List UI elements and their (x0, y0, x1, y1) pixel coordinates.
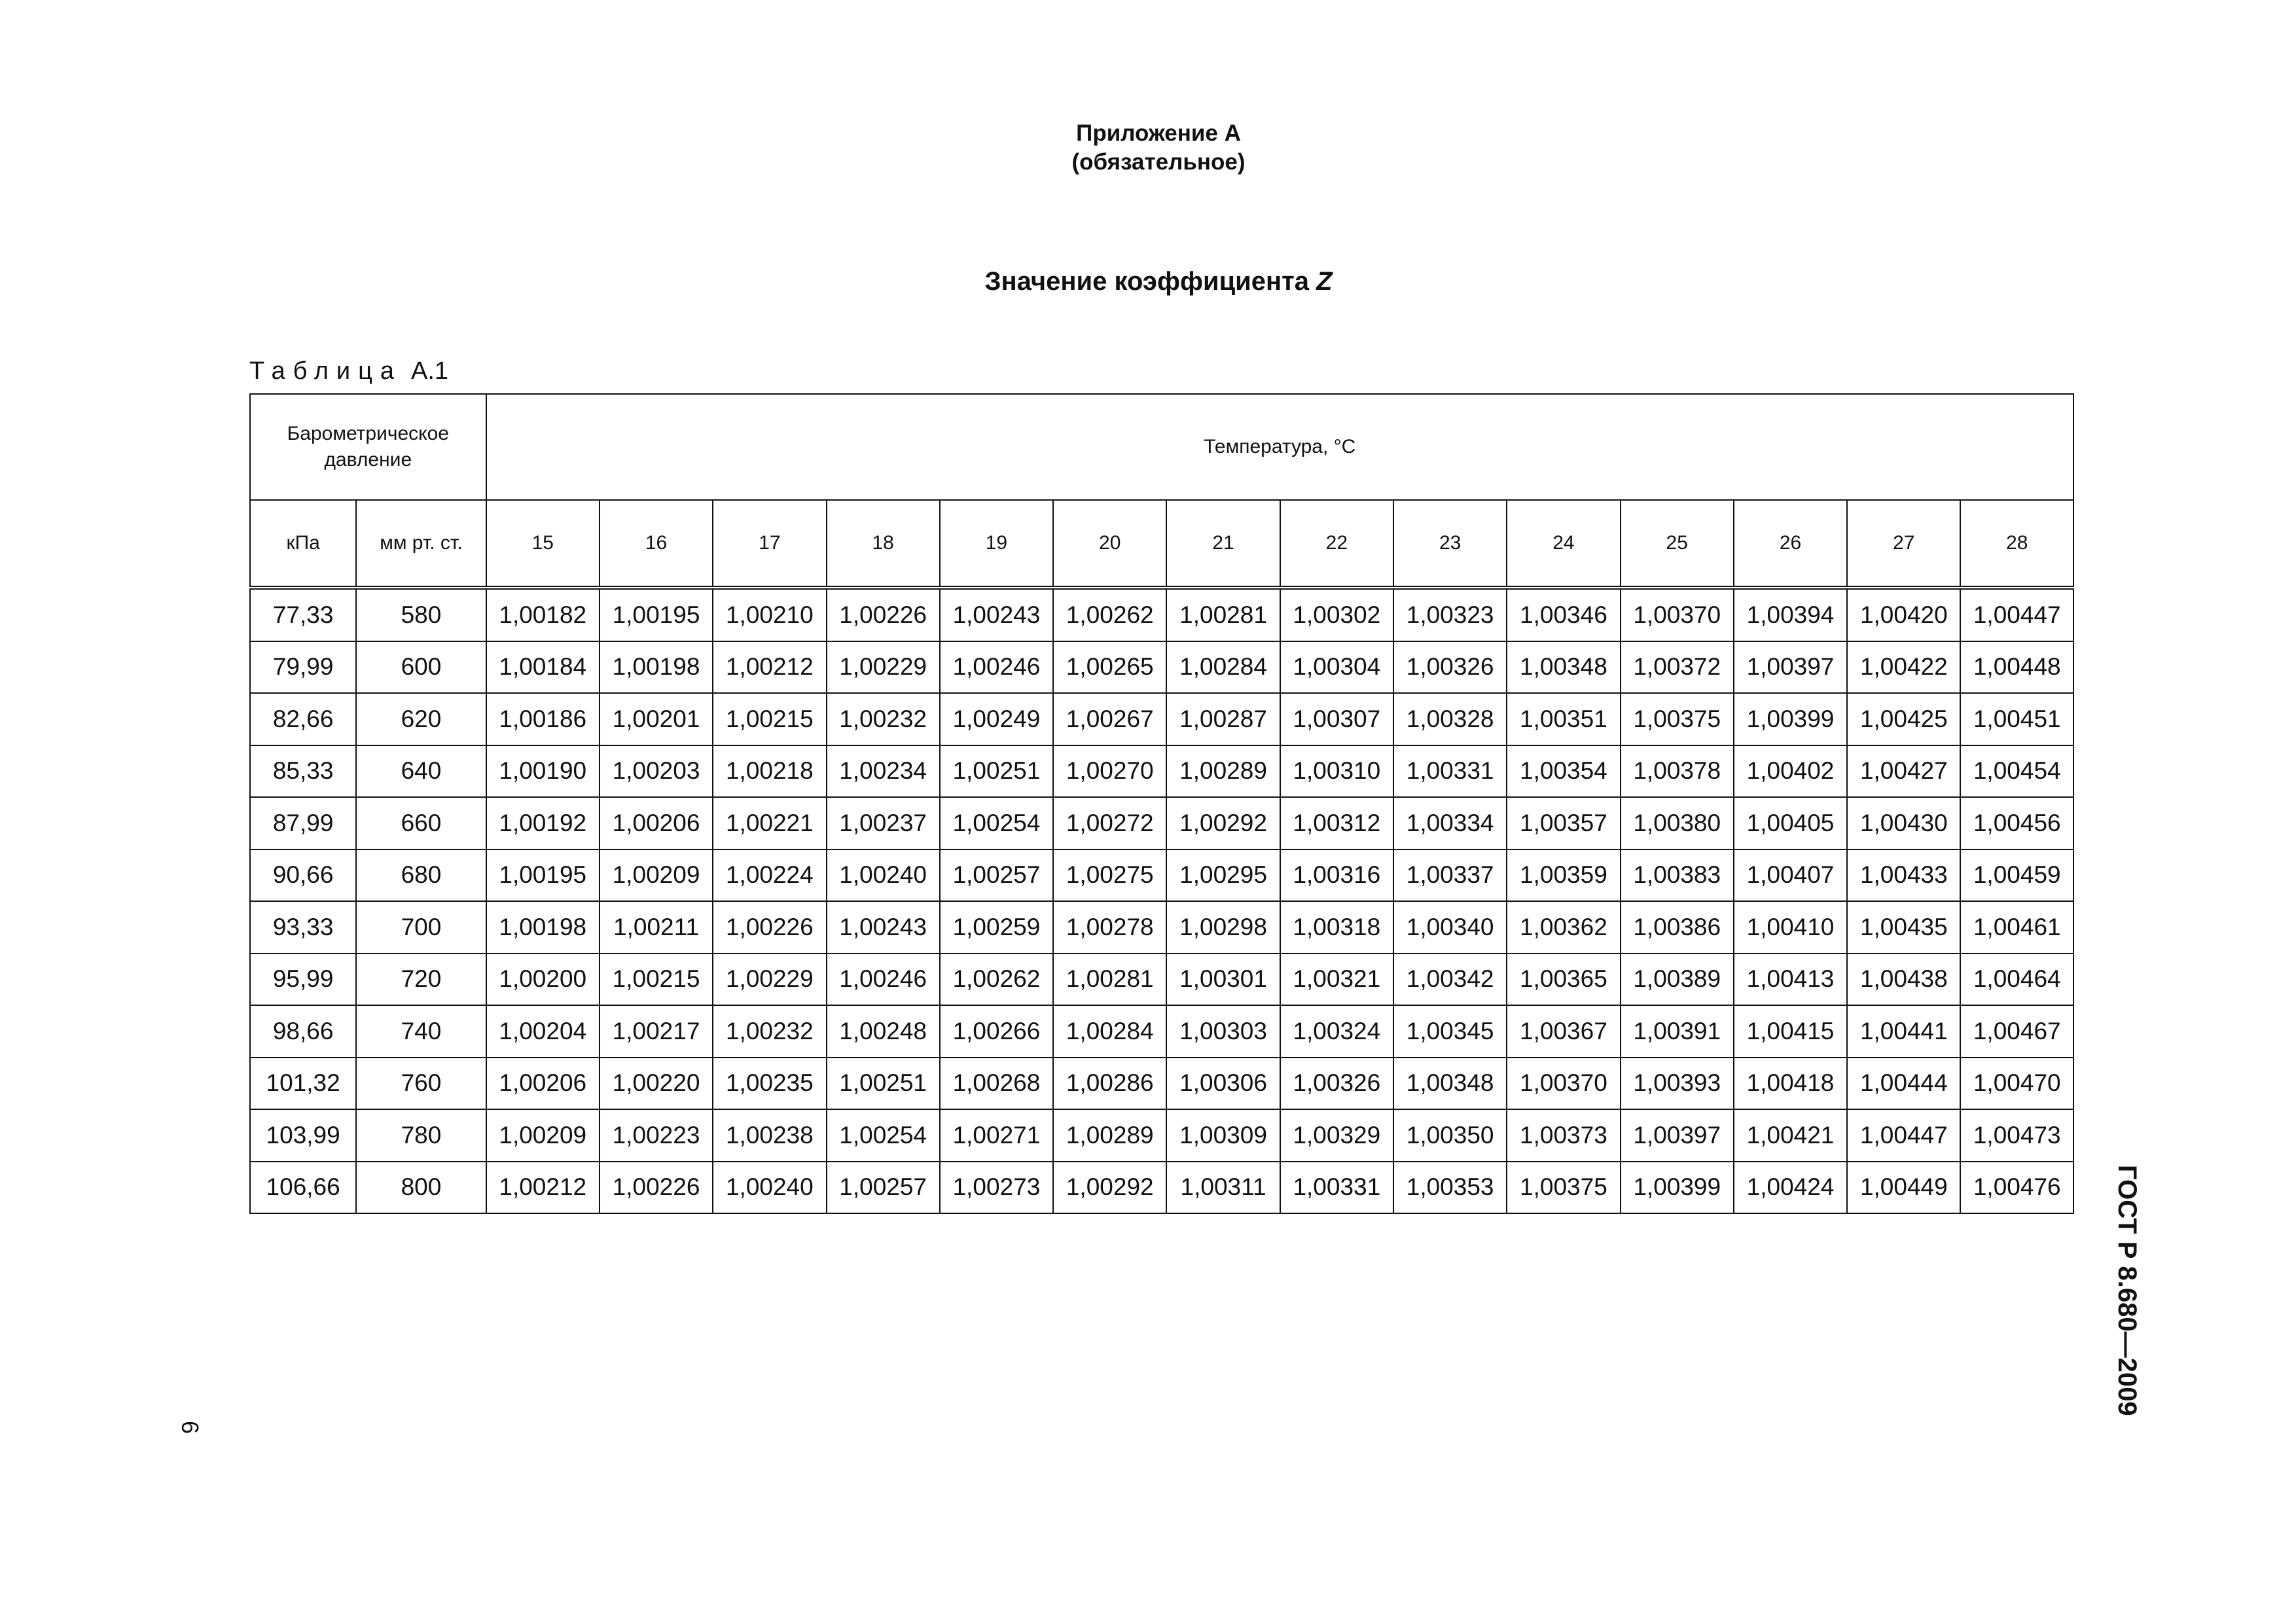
z-value-cell: 1,00248 (827, 1005, 940, 1058)
z-value-cell: 1,00467 (1960, 1005, 2073, 1058)
pressure-kpa-cell: 79,99 (250, 641, 356, 694)
z-value-cell: 1,00329 (1280, 1109, 1393, 1162)
z-value-cell: 1,00240 (713, 1162, 826, 1214)
z-value-cell: 1,00307 (1280, 693, 1393, 745)
z-value-cell: 1,00249 (940, 693, 1053, 745)
z-value-cell: 1,00326 (1393, 641, 1507, 694)
pressure-mmhg-cell: 600 (356, 641, 486, 694)
temperature-col-header: 22 (1280, 500, 1393, 588)
pressure-kpa-cell: 103,99 (250, 1109, 356, 1162)
z-value-cell: 1,00268 (940, 1058, 1053, 1110)
z-value-cell: 1,00328 (1393, 693, 1507, 745)
z-value-cell: 1,00281 (1053, 954, 1166, 1006)
z-value-cell: 1,00454 (1960, 745, 2073, 798)
z-value-cell: 1,00373 (1507, 1109, 1620, 1162)
pressure-mmhg-cell: 660 (356, 797, 486, 849)
pressure-kpa-cell: 85,33 (250, 745, 356, 798)
z-value-cell: 1,00331 (1280, 1162, 1393, 1214)
z-value-cell: 1,00312 (1280, 797, 1393, 849)
z-value-cell: 1,00425 (1847, 693, 1960, 745)
z-value-cell: 1,00438 (1847, 954, 1960, 1006)
table-row (250, 954, 2073, 1006)
pressure-mmhg-cell: 800 (356, 1162, 486, 1214)
z-value-cell: 1,00217 (600, 1005, 713, 1058)
z-value-cell: 1,00421 (1734, 1109, 1847, 1162)
z-value-cell: 1,00348 (1393, 1058, 1507, 1110)
z-value-cell: 1,00254 (827, 1109, 940, 1162)
z-value-cell: 1,00215 (713, 693, 826, 745)
z-value-cell: 1,00311 (1166, 1162, 1280, 1214)
table-row (250, 745, 2073, 798)
pressure-kpa-cell: 98,66 (250, 1005, 356, 1058)
temperature-col-header: 15 (486, 500, 600, 588)
z-value-cell: 1,00284 (1053, 1005, 1166, 1058)
z-value-cell: 1,00275 (1053, 849, 1166, 902)
z-value-cell: 1,00292 (1053, 1162, 1166, 1214)
z-value-cell: 1,00342 (1393, 954, 1507, 1006)
pressure-kpa-cell: 106,66 (250, 1162, 356, 1214)
z-value-cell: 1,00186 (486, 693, 600, 745)
table-row (250, 849, 2073, 902)
z-value-cell: 1,00206 (600, 797, 713, 849)
z-value-cell: 1,00235 (713, 1058, 826, 1110)
z-value-cell: 1,00399 (1734, 693, 1847, 745)
z-value-cell: 1,00229 (713, 954, 826, 1006)
pressure-kpa-cell: 82,66 (250, 693, 356, 745)
z-value-cell: 1,00200 (486, 954, 600, 1006)
pressure-mmhg-cell: 760 (356, 1058, 486, 1110)
z-value-cell: 1,00359 (1507, 849, 1620, 902)
z-value-cell: 1,00257 (940, 849, 1053, 902)
z-value-cell: 1,00304 (1280, 641, 1393, 694)
z-value-cell: 1,00234 (827, 745, 940, 798)
temperature-col-header: 28 (1960, 500, 2073, 588)
z-value-cell: 1,00391 (1621, 1005, 1734, 1058)
z-value-cell: 1,00334 (1393, 797, 1507, 849)
z-value-cell: 1,00410 (1734, 901, 1847, 954)
z-value-cell: 1,00254 (940, 797, 1053, 849)
z-value-cell: 1,00451 (1960, 693, 2073, 745)
z-value-cell: 1,00430 (1847, 797, 1960, 849)
z-value-cell: 1,00240 (827, 849, 940, 902)
z-value-cell: 1,00476 (1960, 1162, 2073, 1214)
z-value-cell: 1,00221 (713, 797, 826, 849)
temperature-col-header: 25 (1621, 500, 1734, 588)
z-value-cell: 1,00461 (1960, 901, 2073, 954)
z-value-cell: 1,00464 (1960, 954, 2073, 1006)
z-value-cell: 1,00270 (1053, 745, 1166, 798)
z-value-cell: 1,00262 (1053, 588, 1166, 641)
z-value-cell: 1,00226 (600, 1162, 713, 1214)
page-number: 6 (177, 1420, 204, 1435)
z-value-cell: 1,00301 (1166, 954, 1280, 1006)
z-value-cell: 1,00316 (1280, 849, 1393, 902)
z-value-cell: 1,00365 (1507, 954, 1620, 1006)
z-value-cell: 1,00298 (1166, 901, 1280, 954)
pressure-mmhg-cell: 580 (356, 588, 486, 641)
z-value-cell: 1,00218 (713, 745, 826, 798)
z-value-cell: 1,00246 (940, 641, 1053, 694)
temperature-col-header: 26 (1734, 500, 1847, 588)
page-title-symbol: Z (1316, 267, 1333, 296)
pressure-kpa-cell: 101,32 (250, 1058, 356, 1110)
temperature-col-header: 16 (600, 500, 713, 588)
z-value-cell: 1,00456 (1960, 797, 2073, 849)
pressure-kpa-cell: 95,99 (250, 954, 356, 1006)
z-value-cell: 1,00246 (827, 954, 940, 1006)
z-value-cell: 1,00413 (1734, 954, 1847, 1006)
z-value-cell: 1,00378 (1621, 745, 1734, 798)
z-value-cell: 1,00399 (1621, 1162, 1734, 1214)
temperature-col-header: 27 (1847, 500, 1960, 588)
z-value-cell: 1,00182 (486, 588, 600, 641)
temperature-col-header: 19 (940, 500, 1053, 588)
pressure-kpa-cell: 87,99 (250, 797, 356, 849)
appendix-status: (обязательное) (1071, 149, 1246, 175)
z-value-cell: 1,00473 (1960, 1109, 2073, 1162)
table-row (250, 797, 2073, 849)
z-value-cell: 1,00420 (1847, 588, 1960, 641)
z-value-cell: 1,00271 (940, 1109, 1053, 1162)
z-value-cell: 1,00209 (600, 849, 713, 902)
z-value-cell: 1,00237 (827, 797, 940, 849)
table-row (250, 901, 2073, 954)
z-value-cell: 1,00393 (1621, 1058, 1734, 1110)
z-value-cell: 1,00272 (1053, 797, 1166, 849)
z-value-cell: 1,00303 (1166, 1005, 1280, 1058)
pressure-mmhg-cell: 780 (356, 1109, 486, 1162)
z-value-cell: 1,00195 (486, 849, 600, 902)
z-coefficient-table (249, 393, 2074, 1214)
temperature-col-header: 18 (827, 500, 940, 588)
z-value-cell: 1,00184 (486, 641, 600, 694)
z-value-cell: 1,00209 (486, 1109, 600, 1162)
pressure-kpa-cell: 77,33 (250, 588, 356, 641)
z-value-cell: 1,00375 (1507, 1162, 1620, 1214)
z-value-cell: 1,00375 (1621, 693, 1734, 745)
unit-mmhg-header: мм рт. ст. (356, 500, 486, 588)
temperature-col-header: 17 (713, 500, 826, 588)
z-value-cell: 1,00278 (1053, 901, 1166, 954)
z-value-cell: 1,00226 (713, 901, 826, 954)
z-value-cell: 1,00380 (1621, 797, 1734, 849)
temperature-col-header: 23 (1393, 500, 1507, 588)
table-row (250, 1109, 2073, 1162)
pressure-mmhg-cell: 720 (356, 954, 486, 1006)
appendix-heading (0, 119, 2296, 177)
z-value-cell: 1,00251 (940, 745, 1053, 798)
z-value-cell: 1,00224 (713, 849, 826, 902)
z-value-cell: 1,00232 (713, 1005, 826, 1058)
z-value-cell: 1,00190 (486, 745, 600, 798)
pressure-kpa-cell: 93,33 (250, 901, 356, 954)
z-value-cell: 1,00397 (1734, 641, 1847, 694)
z-value-cell: 1,00238 (713, 1109, 826, 1162)
unit-kpa-header: кПа (250, 500, 356, 588)
z-value-cell: 1,00402 (1734, 745, 1847, 798)
document-code (2106, 1165, 2148, 1427)
pressure-mmhg-cell: 640 (356, 745, 486, 798)
z-value-cell: 1,00287 (1166, 693, 1280, 745)
temperature-col-header: 24 (1507, 500, 1620, 588)
z-value-cell: 1,00310 (1280, 745, 1393, 798)
z-value-cell: 1,00397 (1621, 1109, 1734, 1162)
z-value-cell: 1,00337 (1393, 849, 1507, 902)
z-value-cell: 1,00266 (940, 1005, 1053, 1058)
z-value-cell: 1,00383 (1621, 849, 1734, 902)
z-value-cell: 1,00427 (1847, 745, 1960, 798)
z-value-cell: 1,00433 (1847, 849, 1960, 902)
z-value-cell: 1,00211 (600, 901, 713, 954)
z-value-cell: 1,00198 (600, 641, 713, 694)
z-value-cell: 1,00415 (1734, 1005, 1847, 1058)
z-value-cell: 1,00350 (1393, 1109, 1507, 1162)
z-value-cell: 1,00265 (1053, 641, 1166, 694)
z-value-cell: 1,00435 (1847, 901, 1960, 954)
temperature-col-header: 20 (1053, 500, 1166, 588)
z-value-cell: 1,00203 (600, 745, 713, 798)
z-value-cell: 1,00243 (940, 588, 1053, 641)
z-value-cell: 1,00220 (600, 1058, 713, 1110)
z-value-cell: 1,00284 (1166, 641, 1280, 694)
z-value-cell: 1,00198 (486, 901, 600, 954)
z-value-cell: 1,00195 (600, 588, 713, 641)
z-value-cell: 1,00372 (1621, 641, 1734, 694)
z-value-cell: 1,00289 (1166, 745, 1280, 798)
z-value-cell: 1,00354 (1507, 745, 1620, 798)
z-value-cell: 1,00226 (827, 588, 940, 641)
table-caption (249, 355, 448, 387)
z-value-cell: 1,00251 (827, 1058, 940, 1110)
z-value-cell: 1,00289 (1053, 1109, 1166, 1162)
z-value-cell: 1,00232 (827, 693, 940, 745)
z-value-cell: 1,00389 (1621, 954, 1734, 1006)
pressure-mmhg-cell: 620 (356, 693, 486, 745)
page-title-text: Значение коэффициента (984, 267, 1317, 296)
z-value-cell: 1,00223 (600, 1109, 713, 1162)
z-value-cell: 1,00357 (1507, 797, 1620, 849)
z-value-cell: 1,00346 (1507, 588, 1620, 641)
z-value-cell: 1,00302 (1280, 588, 1393, 641)
z-value-cell: 1,00267 (1053, 693, 1166, 745)
z-value-cell: 1,00441 (1847, 1005, 1960, 1058)
pressure-header: Барометрическое давление (250, 394, 486, 500)
z-value-cell: 1,00345 (1393, 1005, 1507, 1058)
document-code-text: ГОСТ Р 8.680—2009 (2113, 1165, 2142, 1416)
z-value-cell: 1,00306 (1166, 1058, 1280, 1110)
z-value-cell: 1,00353 (1393, 1162, 1507, 1214)
z-value-cell: 1,00459 (1960, 849, 2073, 902)
z-value-cell: 1,00204 (486, 1005, 600, 1058)
z-value-cell: 1,00286 (1053, 1058, 1166, 1110)
pressure-kpa-cell: 90,66 (250, 849, 356, 902)
z-value-cell: 1,00447 (1960, 588, 2073, 641)
z-value-cell: 1,00394 (1734, 588, 1847, 641)
z-value-cell: 1,00210 (713, 588, 826, 641)
table-row (250, 1162, 2073, 1214)
z-value-cell: 1,00318 (1280, 901, 1393, 954)
z-value-cell: 1,00281 (1166, 588, 1280, 641)
z-value-cell: 1,00348 (1507, 641, 1620, 694)
temperature-header: Температура, °С (486, 394, 2073, 500)
z-value-cell: 1,00295 (1166, 849, 1280, 902)
z-value-cell: 1,00192 (486, 797, 600, 849)
z-value-cell: 1,00367 (1507, 1005, 1620, 1058)
page-title (0, 265, 2296, 298)
table-caption-number: А.1 (411, 357, 449, 385)
z-value-cell: 1,00422 (1847, 641, 1960, 694)
z-value-cell: 1,00405 (1734, 797, 1847, 849)
z-value-cell: 1,00324 (1280, 1005, 1393, 1058)
z-value-cell: 1,00212 (486, 1162, 600, 1214)
z-value-cell: 1,00229 (827, 641, 940, 694)
z-value-cell: 1,00212 (713, 641, 826, 694)
z-value-cell: 1,00448 (1960, 641, 2073, 694)
z-value-cell: 1,00470 (1960, 1058, 2073, 1110)
z-value-cell: 1,00340 (1393, 901, 1507, 954)
table-row (250, 1058, 2073, 1110)
z-value-cell: 1,00262 (940, 954, 1053, 1006)
z-value-cell: 1,00386 (1621, 901, 1734, 954)
z-value-cell: 1,00257 (827, 1162, 940, 1214)
z-value-cell: 1,00424 (1734, 1162, 1847, 1214)
z-value-cell: 1,00323 (1393, 588, 1507, 641)
z-value-cell: 1,00215 (600, 954, 713, 1006)
z-value-cell: 1,00206 (486, 1058, 600, 1110)
table-row (250, 588, 2073, 641)
z-value-cell: 1,00292 (1166, 797, 1280, 849)
table-caption-label: Таблица (249, 357, 402, 385)
appendix-label: Приложение А (1076, 120, 1241, 146)
z-value-cell: 1,00331 (1393, 745, 1507, 798)
z-value-cell: 1,00259 (940, 901, 1053, 954)
z-value-cell: 1,00362 (1507, 901, 1620, 954)
z-value-cell: 1,00444 (1847, 1058, 1960, 1110)
pressure-mmhg-cell: 680 (356, 849, 486, 902)
temperature-col-header: 21 (1166, 500, 1280, 588)
z-value-cell: 1,00449 (1847, 1162, 1960, 1214)
pressure-mmhg-cell: 700 (356, 901, 486, 954)
z-value-cell: 1,00370 (1621, 588, 1734, 641)
z-value-cell: 1,00243 (827, 901, 940, 954)
z-value-cell: 1,00370 (1507, 1058, 1620, 1110)
table-row (250, 693, 2073, 745)
z-value-cell: 1,00326 (1280, 1058, 1393, 1110)
z-value-cell: 1,00273 (940, 1162, 1053, 1214)
pressure-mmhg-cell: 740 (356, 1005, 486, 1058)
z-value-cell: 1,00309 (1166, 1109, 1280, 1162)
z-value-cell: 1,00407 (1734, 849, 1847, 902)
table-row (250, 1005, 2073, 1058)
table-body (250, 588, 2073, 1213)
z-value-cell: 1,00418 (1734, 1058, 1847, 1110)
z-value-cell: 1,00351 (1507, 693, 1620, 745)
z-value-cell: 1,00447 (1847, 1109, 1960, 1162)
z-value-cell: 1,00321 (1280, 954, 1393, 1006)
table-row (250, 641, 2073, 694)
z-value-cell: 1,00201 (600, 693, 713, 745)
